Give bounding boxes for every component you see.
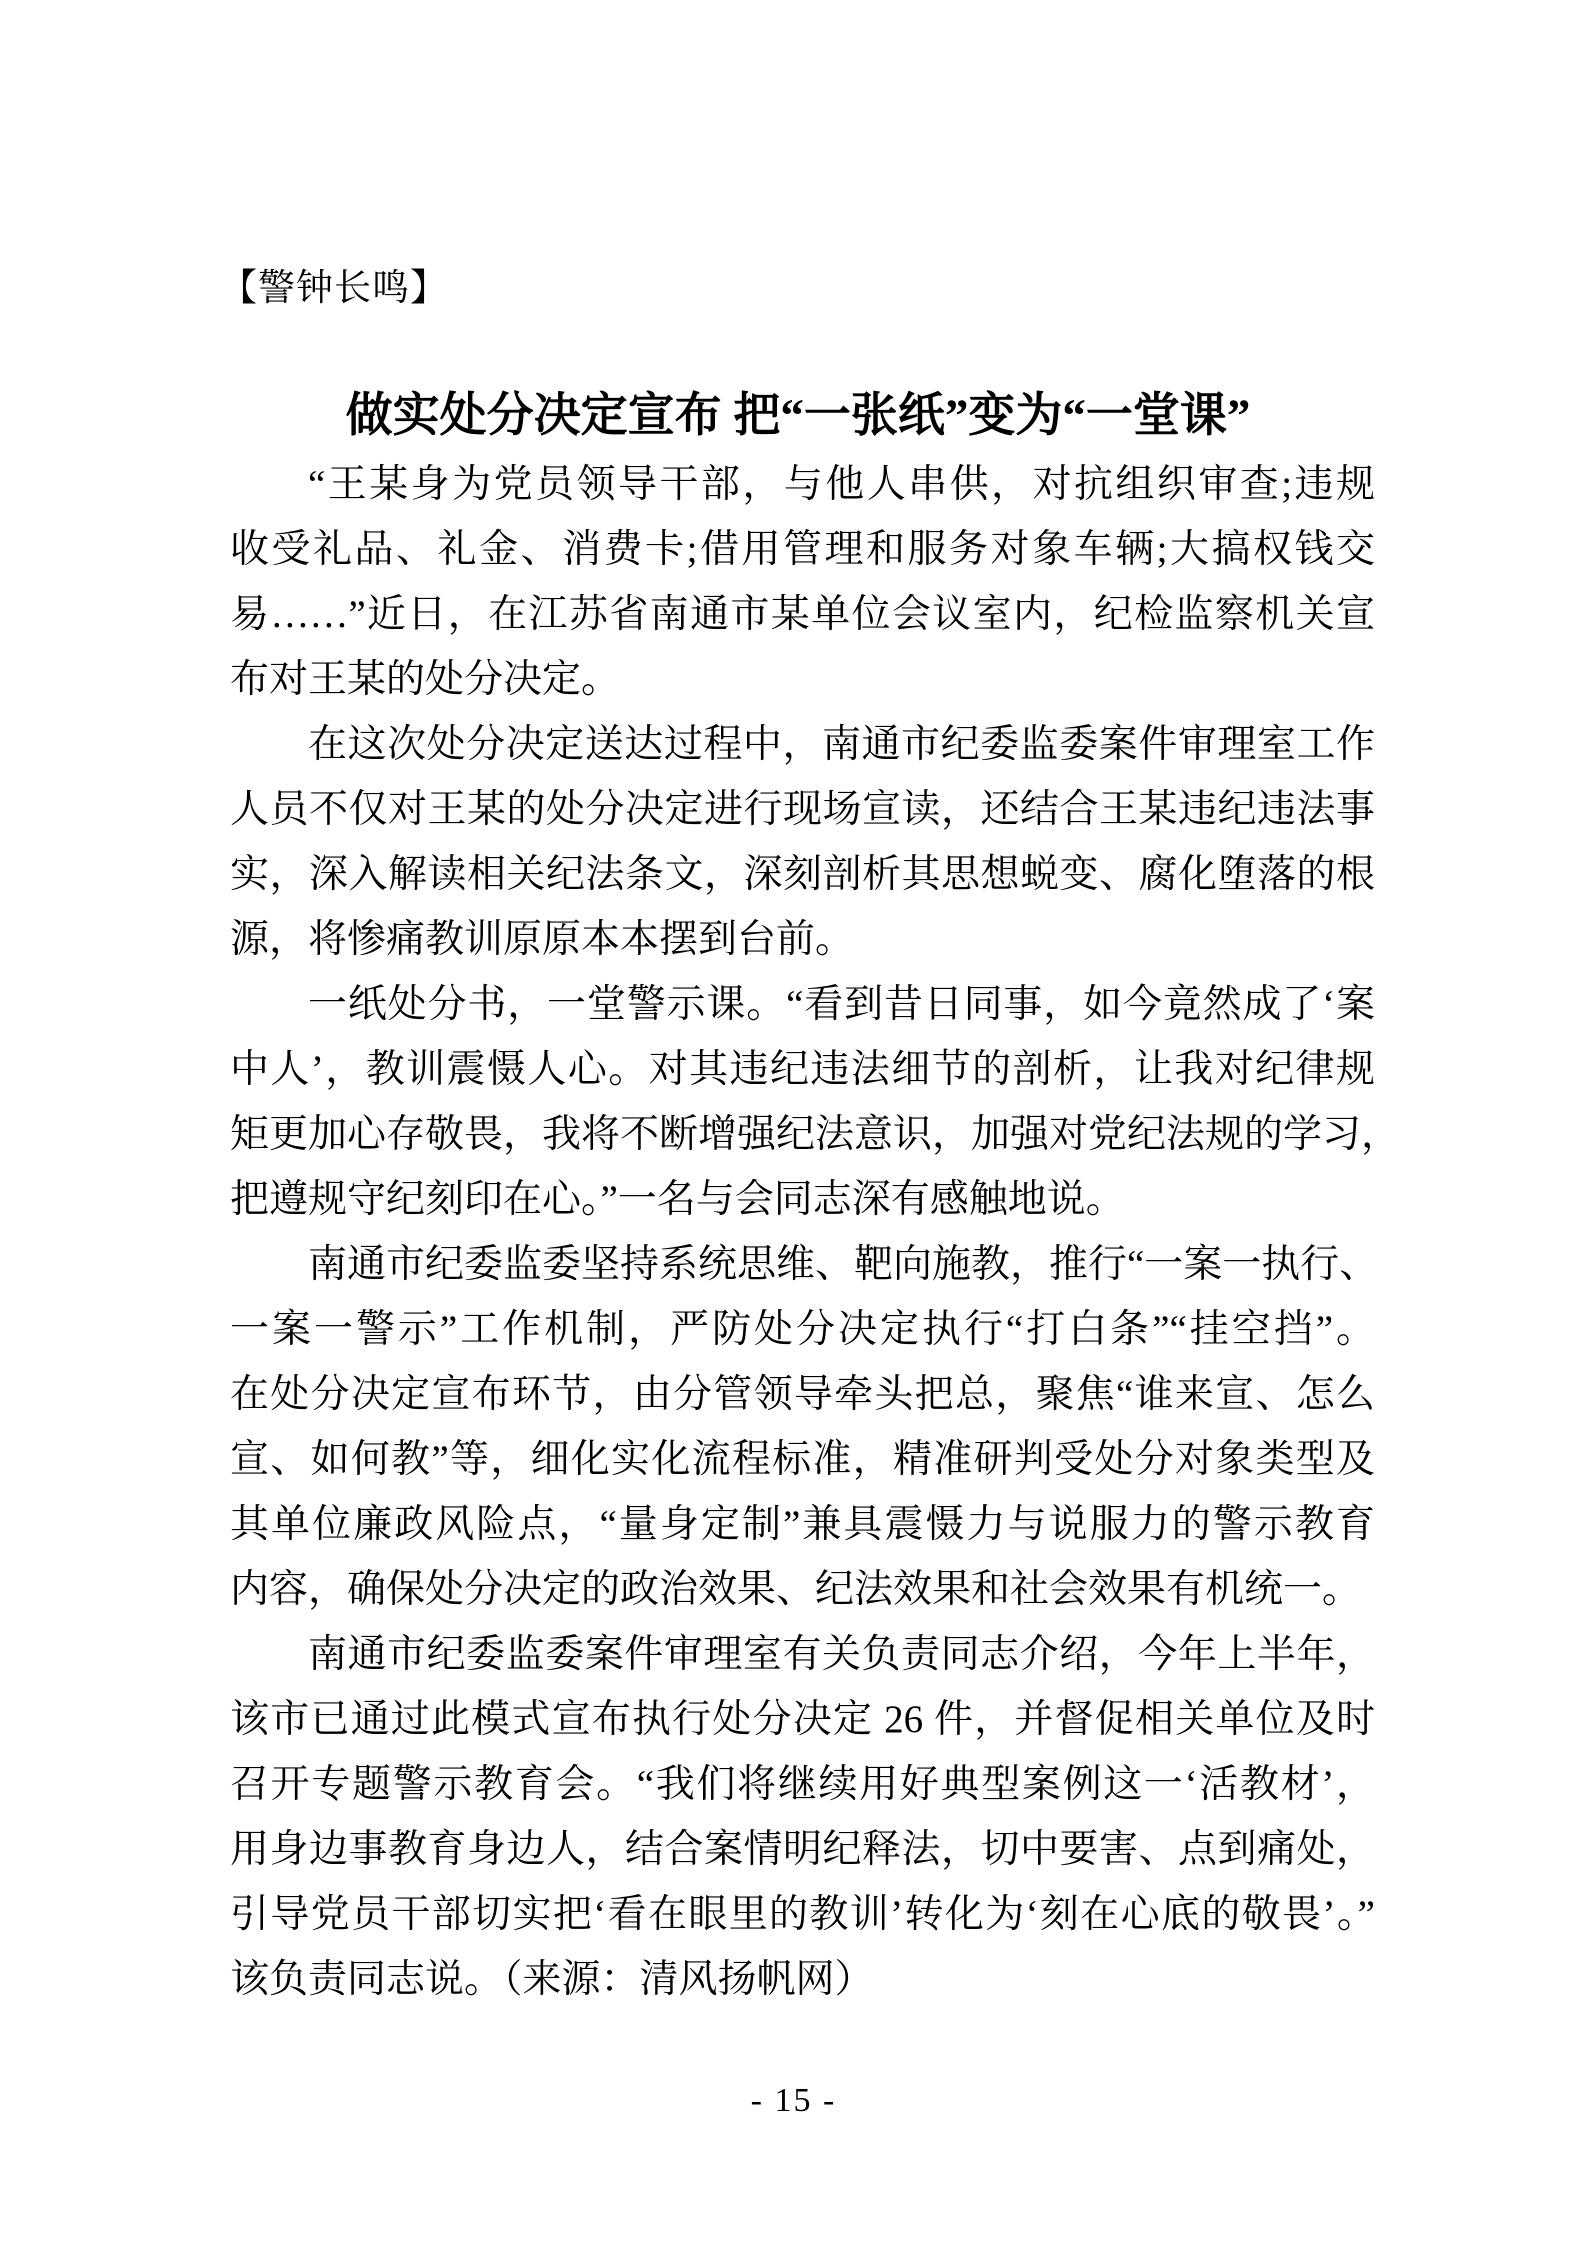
paragraph-line: 南通市纪委监委坚持系统思维、靶向施教，推行“一案一执行、 [308, 1243, 1379, 1286]
paragraph-line: 把遵规守纪刻印在心。”一名与会同志深有感触地说。 [230, 1178, 1125, 1221]
article-body [230, 452, 1401, 2012]
paragraph-line: 一纸处分书，一堂警示课。“看到昔日同事，如今竟然成了‘案 [308, 983, 1375, 1026]
paragraph-line: 一案一警示”工作机制，严防处分决定执行“打白条”“挂空挡”。 [230, 1308, 1375, 1351]
paragraph-line: 该负责同志说。（来源：清风扬帆网） [230, 1958, 874, 2001]
paragraph-line: 其单位廉政风险点，“量身定制”兼具震慑力与说服力的警示教育 [230, 1503, 1375, 1546]
paragraph-line: “王某身为党员领导干部，与他人串供，对抗组织审查;违规 [308, 463, 1375, 506]
paragraph-line: 内容，确保处分决定的政治效果、纪法效果和社会效果有机统一。 [230, 1568, 1362, 1611]
paragraph-line: 南通市纪委监委案件审理室有关负责同志介绍，今年上半年， [308, 1633, 1375, 1676]
paragraph-line: 中人’，教训震慑人心。对其违纪违法细节的剖析，让我对纪律规 [230, 1048, 1375, 1091]
paragraph-line: 布对王某的处分决定。 [230, 658, 621, 701]
paragraph-line: 在处分决定宣布环节，由分管领导牵头把总，聚焦“谁来宣、怎么 [230, 1373, 1375, 1416]
paragraph-line: 用身边事教育身边人，结合案情明纪释法，切中要害、点到痛处， [230, 1828, 1375, 1871]
paragraph-line: 易……”近日，在江苏省南通市某单位会议室内，纪检监察机关宣 [230, 593, 1375, 636]
page-number: - 15 - [750, 2082, 837, 2119]
paragraph-line: 实，深入解读相关纪法条文，深刻剖析其思想蜕变、腐化堕落的根 [230, 853, 1375, 896]
paragraph-line: 收受礼品、礼金、消费卡;借用管理和服务对象车辆;大搞权钱交 [230, 528, 1375, 571]
paragraph-line: 人员不仅对王某的处分决定进行现场宣读，还结合王某违纪违法事 [230, 788, 1375, 831]
paragraph-line: 源，将惨痛教训原原本本摆到台前。 [230, 918, 855, 961]
article-title: 做实处分决定宣布 把“一张纸”变为“一堂课” [345, 390, 1251, 442]
section-tag: 【警钟长鸣】 [220, 268, 448, 309]
paragraph-line: 宣、如何教”等，细化实化流程标准，精准研判受处分对象类型及 [230, 1438, 1375, 1481]
paragraph-line: 该市已通过此模式宣布执行处分决定 26 件，并督促相关单位及时 [230, 1698, 1375, 1741]
paragraph-line: 引导党员干部切实把‘看在眼里的教训’转化为‘刻在心底的敬畏’。” [230, 1893, 1375, 1936]
paragraph-line: 矩更加心存敬畏，我将不断增强纪法意识，加强对党纪法规的学习， [230, 1113, 1401, 1156]
paragraph-line: 在这次处分决定送达过程中，南通市纪委监委案件审理室工作 [308, 723, 1375, 766]
paragraph-line: 召开专题警示教育会。“我们将继续用好典型案例这一‘活教材’， [230, 1763, 1375, 1806]
